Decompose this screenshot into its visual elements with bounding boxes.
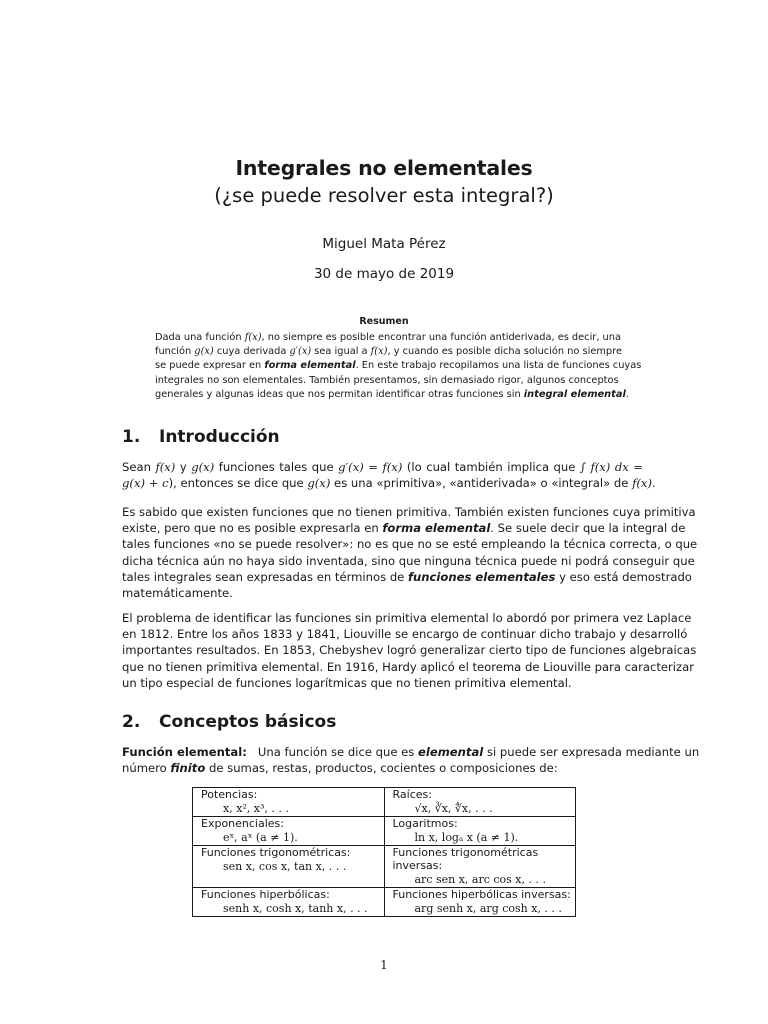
section-heading-conceptos bbox=[122, 712, 336, 732]
table-cell bbox=[193, 817, 385, 846]
function-category: Logaritmos: bbox=[392, 817, 458, 830]
math-expression: g(x) + c bbox=[122, 476, 169, 491]
function-examples: arg senh x, arg cosh x, . . . bbox=[414, 902, 562, 915]
table-cell bbox=[193, 888, 385, 917]
definition-term: Función elemental: bbox=[122, 745, 247, 759]
emphasized-term: forma elemental bbox=[382, 521, 491, 536]
author-name: Miguel Mata Pérez bbox=[322, 236, 446, 252]
math-expression: f(x) bbox=[244, 332, 262, 343]
function-category: Funciones trigonométricas: bbox=[201, 846, 351, 859]
table-cell bbox=[384, 817, 576, 846]
section-heading-introduction bbox=[122, 427, 280, 447]
abstract-heading: Resumen bbox=[359, 316, 409, 327]
document-title: Integrales no elementales bbox=[235, 156, 533, 180]
function-examples: senh x, cosh x, tanh x, . . . bbox=[223, 902, 368, 915]
math-expression: g′(x) bbox=[289, 346, 312, 358]
table-row bbox=[193, 817, 576, 846]
emphasized-term: elemental bbox=[418, 745, 484, 759]
text-line: existe, pero que no es posible expresarla en forma elemental. Se suele decir que la integral de bbox=[122, 521, 686, 536]
math-expression: f(x) bbox=[632, 476, 652, 491]
function-category: Potencias: bbox=[201, 788, 258, 801]
math-expression: g(x) bbox=[307, 476, 331, 491]
document-subtitle: (¿se puede resolver esta integral?) bbox=[214, 184, 554, 207]
text-line: función g(x) cuya derivada g′(x) sea igual a f(x), y cuando es posible dicha solución no siempre bbox=[155, 346, 622, 358]
function-category: Exponenciales: bbox=[201, 817, 284, 830]
table-cell bbox=[384, 888, 576, 917]
emphasized-term: finito bbox=[170, 761, 206, 776]
table-row bbox=[193, 888, 576, 917]
function-examples: √x, ∛x, ∜x, . . . bbox=[414, 802, 493, 815]
table-cell bbox=[384, 846, 576, 888]
text-line: Dada una función f(x), no siempre es posible encontrar una función antiderivada, es decir, una bbox=[155, 332, 621, 343]
definition-line-1-text: Una función se dice que es elemental si puede ser expresada mediante un bbox=[257, 745, 700, 759]
table-cell bbox=[384, 788, 576, 817]
text-line: un tipo especial de funciones logarítmicas que no tienen primitiva elemental. bbox=[122, 675, 572, 690]
section-number: 1. bbox=[122, 427, 141, 447]
text-line: tales funciones «no se puede resolver»: no es que no se esté empleando la técnica correcta, o que bbox=[122, 537, 698, 552]
math-expression: g′(x) = f(x) bbox=[338, 460, 403, 474]
publication-date: 30 de mayo de 2019 bbox=[313, 266, 455, 282]
intro-paragraph-1 bbox=[122, 459, 656, 491]
text-line: dicha técnica aún no haya sido inventada, sino que ninguna técnica puede ni podrá conseguir que bbox=[122, 553, 695, 568]
math-expression: f(x) bbox=[155, 460, 176, 474]
function-examples: ln x, logₐ x (a ≠ 1). bbox=[414, 831, 519, 844]
function-category: Funciones hiperbólicas inversas: bbox=[392, 888, 571, 901]
intro-paragraph-3 bbox=[122, 610, 697, 691]
math-expression: g(x) bbox=[194, 346, 214, 358]
table-cell bbox=[193, 788, 385, 817]
function-examples: x, x², x³, . . . bbox=[223, 802, 289, 815]
text-line: El problema de identificar las funciones sin primitiva elemental lo abordó por primera vez Laplace bbox=[122, 611, 692, 625]
text-line: tales integrales sean expresadas en términos de funciones elementales y eso está demostrado bbox=[122, 569, 692, 584]
section-title: Introducción bbox=[159, 427, 280, 447]
section-number: 2. bbox=[122, 712, 141, 732]
text-line: se puede expresar en forma elemental. En este trabajo recopilamos una lista de funciones cuyas bbox=[155, 360, 642, 372]
emphasized-term: forma elemental bbox=[264, 360, 356, 372]
text-line: en 1812. Entre los años 1833 y 1841, Liouville se encargo de continuar dicho trabajo y desarrolló bbox=[122, 627, 688, 642]
text-line: Sean f(x) y g(x) funciones tales que g′(x) = f(x) (lo cual también implica que ∫ f(x) dx = bbox=[122, 460, 644, 474]
table-row bbox=[193, 846, 576, 888]
function-category: Raíces: bbox=[392, 788, 432, 801]
text-line: Es sabido que existen funciones que no tienen primitiva. También existen funciones cuya primitiva bbox=[122, 505, 696, 519]
text-line: g(x) + c), entonces se dice que g(x) es una «primitiva», «antiderivada» o «integral» de f(x). bbox=[122, 476, 656, 491]
function-category: Funciones hiperbólicas: bbox=[201, 888, 330, 901]
definition-line-2: número finito de sumas, restas, productos, cocientes o composiciones de: bbox=[122, 761, 558, 776]
table-row bbox=[193, 788, 576, 817]
function-examples: eˣ, aˣ (a ≠ 1). bbox=[223, 831, 298, 844]
text-line: generales y algunas ideas que nos permitan identificar otras funciones sin integral elemental. bbox=[155, 388, 629, 400]
text-line: importantes resultados. En 1853, Chebyshev logró generalizar cierto tipo de funciones algebraicas bbox=[122, 643, 697, 658]
math-expression: f(x) bbox=[370, 346, 388, 358]
definition-paragraph bbox=[122, 744, 700, 776]
function-examples: arc sen x, arc cos x, . . . bbox=[414, 873, 546, 886]
text-line: matemáticamente. bbox=[122, 586, 233, 601]
abstract-body bbox=[155, 331, 642, 402]
section-title: Conceptos básicos bbox=[159, 712, 337, 732]
text-line: que no tienen primitiva elemental. En 1916, Hardy aplicó el teorema de Liouville para caracterizar bbox=[122, 659, 694, 674]
math-expression: ∫ f(x) dx = bbox=[579, 460, 644, 474]
function-examples: sen x, cos x, tan x, . . . bbox=[223, 860, 347, 873]
emphasized-term: funciones elementales bbox=[408, 569, 556, 584]
intro-paragraph-2 bbox=[122, 504, 698, 601]
table-cell bbox=[193, 846, 385, 888]
page-number: 1 bbox=[380, 958, 388, 972]
text-line: integrales no son elementales. También presentamos, sin demasiado rigor, algunos conceptos bbox=[155, 374, 619, 386]
definition-line-1 bbox=[122, 744, 700, 760]
elementary-functions-table bbox=[192, 787, 576, 917]
emphasized-term: integral elemental bbox=[523, 388, 626, 400]
function-category: Funciones trigonométricas inversas: bbox=[392, 846, 539, 872]
math-expression: g(x) bbox=[191, 460, 215, 474]
